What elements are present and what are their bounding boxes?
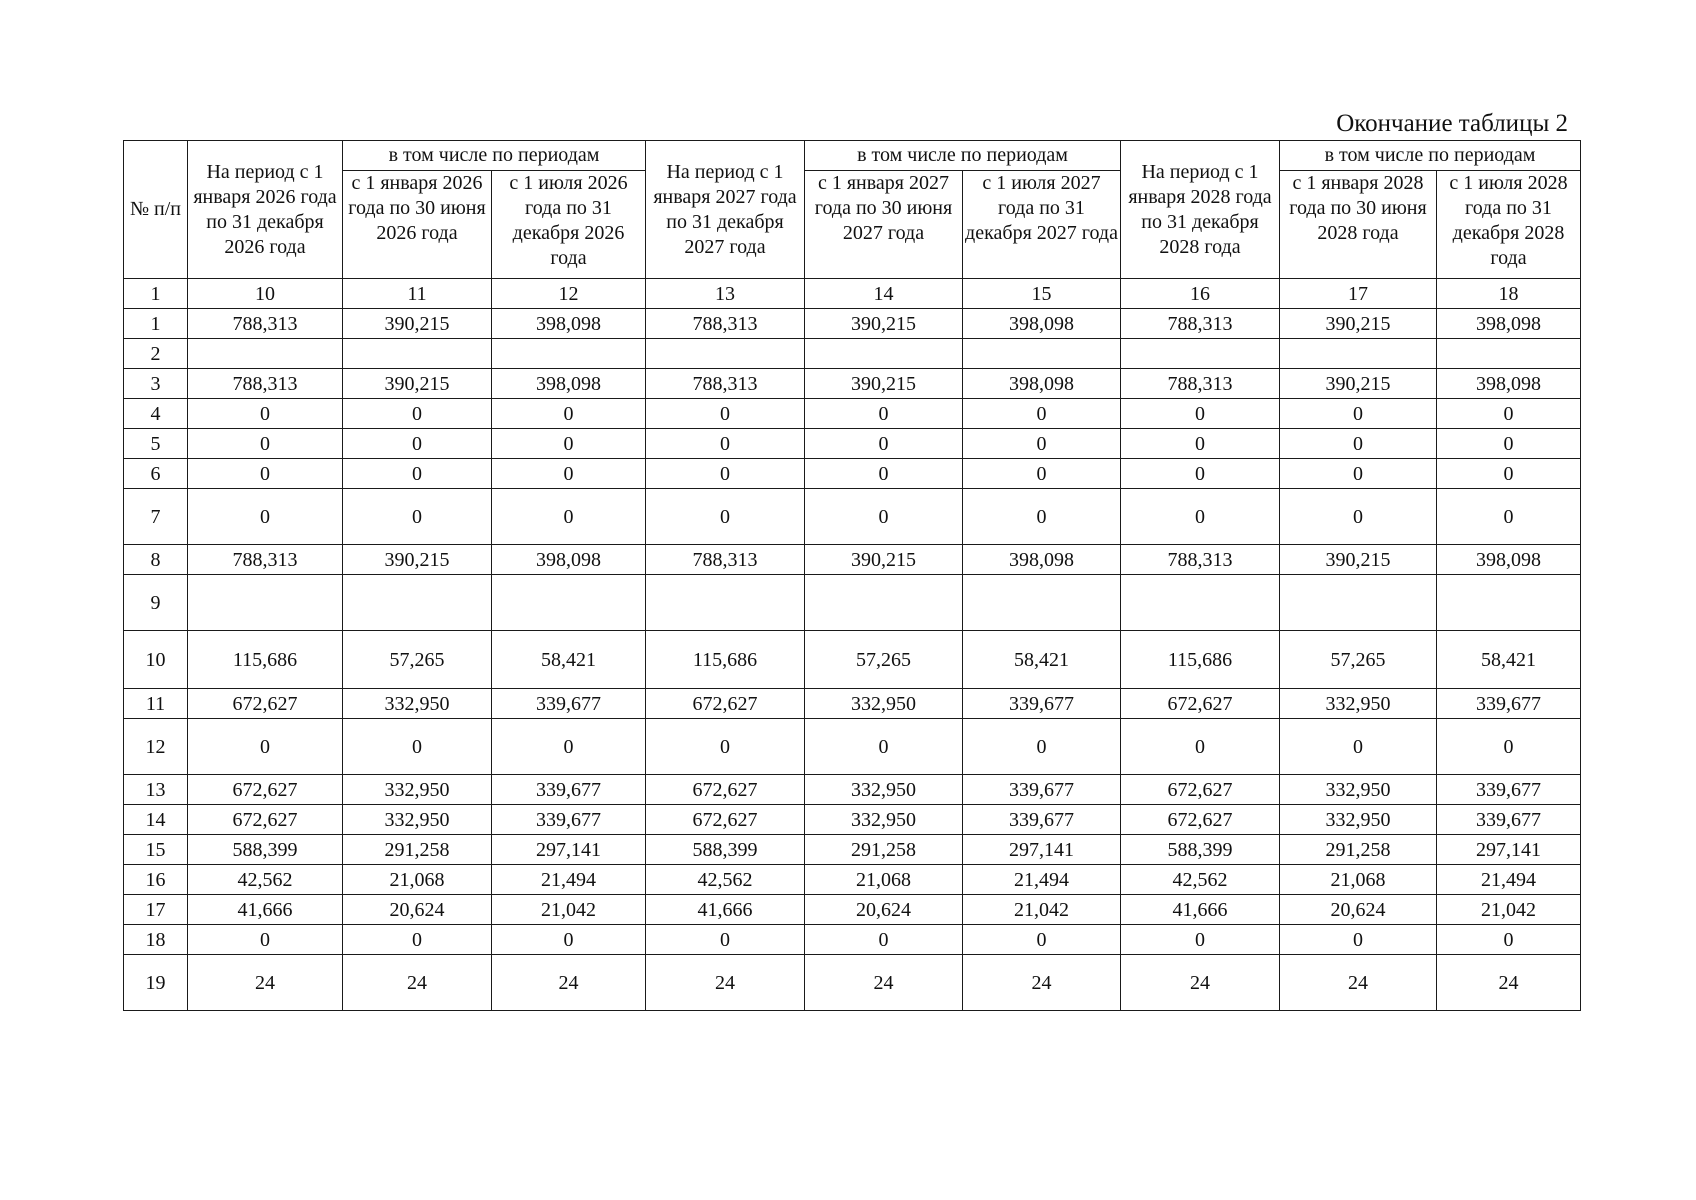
value-cell: 0 [492, 719, 646, 775]
table-row [124, 895, 1581, 925]
row-number-cell: 16 [124, 865, 188, 895]
value-cell: 398,098 [1437, 309, 1581, 339]
column-number: 14 [805, 279, 963, 309]
column-number: 15 [963, 279, 1121, 309]
row-number-cell: 4 [124, 399, 188, 429]
value-cell: 58,421 [492, 631, 646, 689]
table-row [124, 689, 1581, 719]
value-cell: 291,258 [805, 835, 963, 865]
value-cell [188, 339, 343, 369]
row-number-cell: 3 [124, 369, 188, 399]
header-h2-2027: с 1 июля 2027 года по 31 декабря 2027 года [963, 171, 1121, 279]
value-cell: 20,624 [343, 895, 492, 925]
value-cell: 297,141 [492, 835, 646, 865]
value-cell: 0 [646, 925, 805, 955]
value-cell: 398,098 [963, 369, 1121, 399]
value-cell: 21,068 [343, 865, 492, 895]
table-row [124, 489, 1581, 545]
value-cell: 332,950 [343, 689, 492, 719]
value-cell: 0 [646, 489, 805, 545]
value-cell: 21,068 [805, 865, 963, 895]
row-number-cell: 2 [124, 339, 188, 369]
value-cell: 0 [1121, 429, 1280, 459]
value-cell [1437, 575, 1581, 631]
value-cell: 332,950 [805, 775, 963, 805]
column-number: 16 [1121, 279, 1280, 309]
row-number-cell: 5 [124, 429, 188, 459]
value-cell: 0 [1121, 489, 1280, 545]
value-cell: 57,265 [343, 631, 492, 689]
value-cell: 24 [963, 955, 1121, 1011]
value-cell: 0 [1280, 489, 1437, 545]
value-cell: 398,098 [1437, 369, 1581, 399]
value-cell: 398,098 [492, 369, 646, 399]
value-cell [1437, 339, 1581, 369]
value-cell: 390,215 [343, 309, 492, 339]
column-number: 10 [188, 279, 343, 309]
value-cell: 588,399 [188, 835, 343, 865]
value-cell: 0 [1437, 459, 1581, 489]
value-cell: 0 [1121, 399, 1280, 429]
row-number-cell: 19 [124, 955, 188, 1011]
value-cell: 339,677 [492, 805, 646, 835]
value-cell [963, 575, 1121, 631]
value-cell: 0 [1121, 459, 1280, 489]
value-cell: 41,666 [1121, 895, 1280, 925]
table-body [124, 279, 1581, 1011]
value-cell: 672,627 [646, 805, 805, 835]
row-number-cell: 17 [124, 895, 188, 925]
value-cell: 332,950 [343, 805, 492, 835]
table-row [124, 429, 1581, 459]
value-cell: 672,627 [188, 805, 343, 835]
value-cell: 0 [188, 399, 343, 429]
header-h1-2026: с 1 января 2026 года по 30 июня 2026 года [343, 171, 492, 279]
row-number-cell: 7 [124, 489, 188, 545]
value-cell: 21,494 [492, 865, 646, 895]
value-cell: 390,215 [343, 545, 492, 575]
column-number: 12 [492, 279, 646, 309]
value-cell: 0 [492, 459, 646, 489]
row-number-cell: 1 [124, 309, 188, 339]
value-cell: 339,677 [1437, 689, 1581, 719]
value-cell: 24 [805, 955, 963, 1011]
value-cell: 332,950 [343, 775, 492, 805]
value-cell: 291,258 [343, 835, 492, 865]
row-number-cell: 15 [124, 835, 188, 865]
value-cell: 21,042 [492, 895, 646, 925]
value-cell: 0 [805, 459, 963, 489]
value-cell: 291,258 [1280, 835, 1437, 865]
value-cell [805, 575, 963, 631]
value-cell [646, 575, 805, 631]
value-cell [1121, 575, 1280, 631]
value-cell: 390,215 [1280, 309, 1437, 339]
value-cell: 0 [188, 719, 343, 775]
header-h1-2028: с 1 января 2028 года по 30 июня 2028 года [1280, 171, 1437, 279]
column-number: 1 [124, 279, 188, 309]
row-number-cell: 9 [124, 575, 188, 631]
header-period-2027: На период с 1 января 2027 года по 31 декабря 2027 года [646, 141, 805, 279]
value-cell: 21,494 [1437, 865, 1581, 895]
value-cell [963, 339, 1121, 369]
header-period-2028: На период с 1 января 2028 года по 31 декабря 2028 года [1121, 141, 1280, 279]
value-cell: 0 [1437, 399, 1581, 429]
value-cell: 332,950 [1280, 805, 1437, 835]
value-cell: 0 [1437, 719, 1581, 775]
value-cell: 21,042 [1437, 895, 1581, 925]
value-cell: 788,313 [646, 369, 805, 399]
value-cell: 788,313 [188, 309, 343, 339]
value-cell: 0 [646, 719, 805, 775]
row-number-cell: 10 [124, 631, 188, 689]
value-cell: 0 [1280, 925, 1437, 955]
value-cell: 788,313 [646, 545, 805, 575]
value-cell: 0 [188, 489, 343, 545]
table-header [124, 141, 1581, 279]
value-cell: 672,627 [646, 689, 805, 719]
table-row [124, 545, 1581, 575]
column-number: 11 [343, 279, 492, 309]
header-h1-2027: с 1 января 2027 года по 30 июня 2027 года [805, 171, 963, 279]
value-cell: 58,421 [963, 631, 1121, 689]
value-cell: 588,399 [646, 835, 805, 865]
value-cell: 24 [188, 955, 343, 1011]
value-cell: 332,950 [1280, 689, 1437, 719]
value-cell: 20,624 [805, 895, 963, 925]
value-cell: 0 [188, 925, 343, 955]
value-cell: 41,666 [188, 895, 343, 925]
value-cell: 58,421 [1437, 631, 1581, 689]
column-number: 13 [646, 279, 805, 309]
value-cell: 0 [646, 399, 805, 429]
value-cell: 0 [805, 489, 963, 545]
table-row [124, 775, 1581, 805]
table-row [124, 459, 1581, 489]
value-cell: 398,098 [492, 545, 646, 575]
value-cell: 297,141 [963, 835, 1121, 865]
table-row [124, 925, 1581, 955]
table-row [124, 369, 1581, 399]
table-row [124, 805, 1581, 835]
value-cell: 42,562 [188, 865, 343, 895]
value-cell: 390,215 [805, 545, 963, 575]
value-cell [343, 339, 492, 369]
value-cell: 332,950 [805, 689, 963, 719]
value-cell: 788,313 [188, 545, 343, 575]
value-cell: 0 [963, 719, 1121, 775]
value-cell: 0 [646, 429, 805, 459]
table-row [124, 575, 1581, 631]
value-cell [492, 575, 646, 631]
table-row [124, 835, 1581, 865]
column-numbers-row [124, 279, 1581, 309]
header-num: № п/п [124, 141, 188, 279]
value-cell: 339,677 [963, 805, 1121, 835]
value-cell: 0 [343, 459, 492, 489]
value-cell: 42,562 [1121, 865, 1280, 895]
value-cell: 0 [1437, 925, 1581, 955]
value-cell [805, 339, 963, 369]
value-cell: 0 [1280, 429, 1437, 459]
value-cell: 672,627 [646, 775, 805, 805]
value-cell: 672,627 [1121, 805, 1280, 835]
value-cell: 297,141 [1437, 835, 1581, 865]
value-cell: 41,666 [646, 895, 805, 925]
value-cell: 398,098 [963, 545, 1121, 575]
value-cell: 57,265 [1280, 631, 1437, 689]
value-cell: 115,686 [646, 631, 805, 689]
value-cell: 339,677 [1437, 805, 1581, 835]
table-row [124, 631, 1581, 689]
value-cell: 24 [343, 955, 492, 1011]
table-row [124, 865, 1581, 895]
value-cell: 788,313 [1121, 545, 1280, 575]
value-cell: 390,215 [805, 309, 963, 339]
table-row [124, 399, 1581, 429]
value-cell: 332,950 [1280, 775, 1437, 805]
value-cell: 788,313 [646, 309, 805, 339]
value-cell: 24 [646, 955, 805, 1011]
value-cell: 588,399 [1121, 835, 1280, 865]
value-cell: 390,215 [343, 369, 492, 399]
header-period-2026: На период с 1 января 2026 года по 31 декабря 2026 года [188, 141, 343, 279]
value-cell: 0 [1437, 489, 1581, 545]
value-cell [492, 339, 646, 369]
value-cell: 788,313 [188, 369, 343, 399]
value-cell: 0 [343, 399, 492, 429]
value-cell: 672,627 [1121, 689, 1280, 719]
row-number-cell: 11 [124, 689, 188, 719]
row-number-cell: 12 [124, 719, 188, 775]
value-cell [1280, 339, 1437, 369]
value-cell: 0 [343, 719, 492, 775]
row-number-cell: 14 [124, 805, 188, 835]
value-cell: 339,677 [963, 775, 1121, 805]
value-cell [188, 575, 343, 631]
value-cell [646, 339, 805, 369]
row-number-cell: 8 [124, 545, 188, 575]
column-number: 18 [1437, 279, 1581, 309]
table-row [124, 955, 1581, 1011]
value-cell: 398,098 [963, 309, 1121, 339]
value-cell: 390,215 [805, 369, 963, 399]
value-cell: 0 [1280, 719, 1437, 775]
value-cell [1280, 575, 1437, 631]
value-cell: 0 [1121, 719, 1280, 775]
column-number: 17 [1280, 279, 1437, 309]
value-cell: 0 [188, 459, 343, 489]
value-cell: 398,098 [492, 309, 646, 339]
header-group-2026: в том числе по периодам [343, 141, 646, 171]
value-cell: 0 [805, 719, 963, 775]
value-cell: 21,042 [963, 895, 1121, 925]
value-cell: 0 [492, 429, 646, 459]
value-cell: 21,494 [963, 865, 1121, 895]
row-number-cell: 18 [124, 925, 188, 955]
value-cell: 42,562 [646, 865, 805, 895]
value-cell: 0 [963, 459, 1121, 489]
table-row [124, 719, 1581, 775]
value-cell: 672,627 [188, 775, 343, 805]
value-cell: 0 [343, 489, 492, 545]
value-cell: 0 [1280, 459, 1437, 489]
value-cell: 0 [805, 925, 963, 955]
value-cell: 0 [1437, 429, 1581, 459]
value-cell: 57,265 [805, 631, 963, 689]
value-cell: 0 [1280, 399, 1437, 429]
value-cell: 398,098 [1437, 545, 1581, 575]
table-row [124, 339, 1581, 369]
value-cell: 24 [1121, 955, 1280, 1011]
value-cell: 390,215 [1280, 369, 1437, 399]
value-cell: 339,677 [492, 689, 646, 719]
value-cell: 0 [1121, 925, 1280, 955]
value-cell: 0 [188, 429, 343, 459]
value-cell: 339,677 [1437, 775, 1581, 805]
value-cell: 0 [646, 459, 805, 489]
value-cell: 788,313 [1121, 369, 1280, 399]
value-cell: 672,627 [1121, 775, 1280, 805]
value-cell: 115,686 [188, 631, 343, 689]
table-row [124, 309, 1581, 339]
value-cell: 0 [492, 399, 646, 429]
value-cell: 115,686 [1121, 631, 1280, 689]
value-cell: 788,313 [1121, 309, 1280, 339]
value-cell: 0 [963, 399, 1121, 429]
value-cell: 0 [963, 489, 1121, 545]
header-group-2028: в том числе по периодам [1280, 141, 1581, 171]
value-cell: 0 [343, 925, 492, 955]
value-cell: 0 [805, 429, 963, 459]
data-table [123, 140, 1581, 1011]
value-cell: 24 [1437, 955, 1581, 1011]
value-cell: 24 [1280, 955, 1437, 1011]
value-cell: 0 [492, 925, 646, 955]
header-group-2027: в том числе по периодам [805, 141, 1121, 171]
value-cell: 0 [963, 925, 1121, 955]
value-cell: 332,950 [805, 805, 963, 835]
row-number-cell: 6 [124, 459, 188, 489]
table-caption: Окончание таблицы 2 [1336, 110, 1568, 137]
header-h2-2028: с 1 июля 2028 года по 31 декабря 2028 года [1437, 171, 1581, 279]
value-cell: 339,677 [963, 689, 1121, 719]
value-cell: 24 [492, 955, 646, 1011]
value-cell: 390,215 [1280, 545, 1437, 575]
value-cell: 339,677 [492, 775, 646, 805]
value-cell: 20,624 [1280, 895, 1437, 925]
value-cell: 21,068 [1280, 865, 1437, 895]
value-cell: 0 [492, 489, 646, 545]
value-cell [343, 575, 492, 631]
value-cell: 0 [963, 429, 1121, 459]
header-h2-2026: с 1 июля 2026 года по 31 декабря 2026 года [492, 171, 646, 279]
value-cell [1121, 339, 1280, 369]
value-cell: 672,627 [188, 689, 343, 719]
value-cell: 0 [805, 399, 963, 429]
row-number-cell: 13 [124, 775, 188, 805]
value-cell: 0 [343, 429, 492, 459]
